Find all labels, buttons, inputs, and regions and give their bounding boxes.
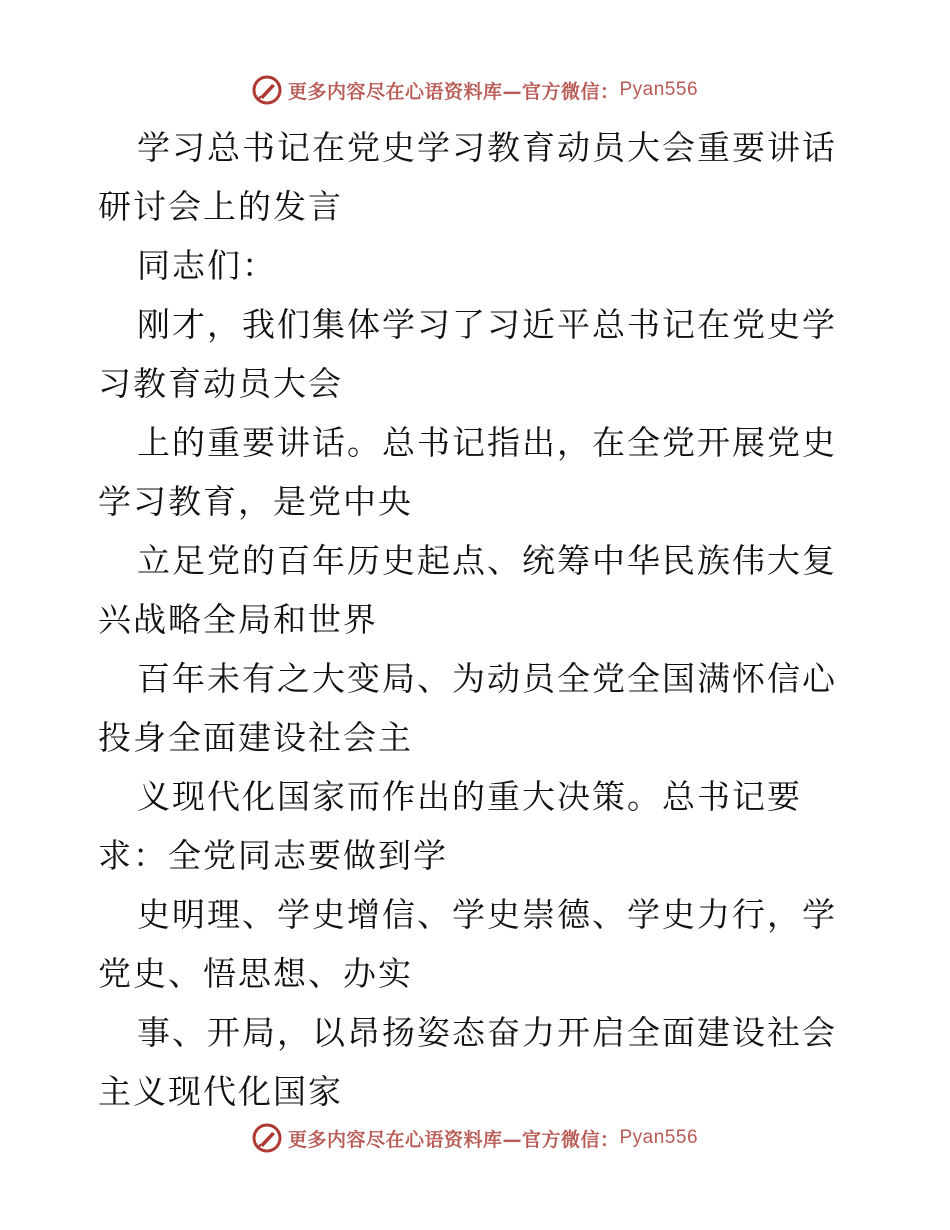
quill-logo-icon	[252, 75, 282, 105]
footer-wechat-id: Pyan556	[619, 1127, 699, 1148]
paragraph: 上的重要讲话。总书记指出，在全党开展党史学习教育，是党中央	[98, 423, 837, 521]
paragraph: 事、开局，以昂扬姿态奋力开启全面建设社会主义现代化国家	[98, 1013, 837, 1111]
header-wechat-id: Pyan556	[619, 79, 699, 100]
header-banner-text: 更多内容尽在心语资料库—官方微信：	[287, 80, 620, 103]
footer-banner	[0, 1118, 950, 1158]
paragraph: 学习总书记在党史学习教育动员大会重要讲话研讨会上的发言	[98, 128, 837, 226]
paragraph: 义现代化国家而作出的重大决策。总书记要求：全党同志要做到学	[98, 777, 802, 875]
paragraph: 百年未有之大变局、为动员全党全国满怀信心投身全面建设社会主	[98, 659, 837, 757]
quill-logo-icon	[252, 1123, 282, 1153]
paragraph: 史明理、学史增信、学史崇德、学史力行，学党史、悟思想、办实	[98, 895, 837, 993]
document-body	[98, 118, 858, 1121]
paragraph: 刚才，我们集体学习了习近平总书记在党史学习教育动员大会	[98, 305, 837, 403]
paragraph: 同志们：	[137, 246, 277, 285]
header-banner	[0, 70, 950, 110]
footer-banner-text: 更多内容尽在心语资料库—官方微信：	[287, 1128, 620, 1151]
paragraph: 立足党的百年历史起点、统筹中华民族伟大复兴战略全局和世界	[98, 541, 837, 639]
